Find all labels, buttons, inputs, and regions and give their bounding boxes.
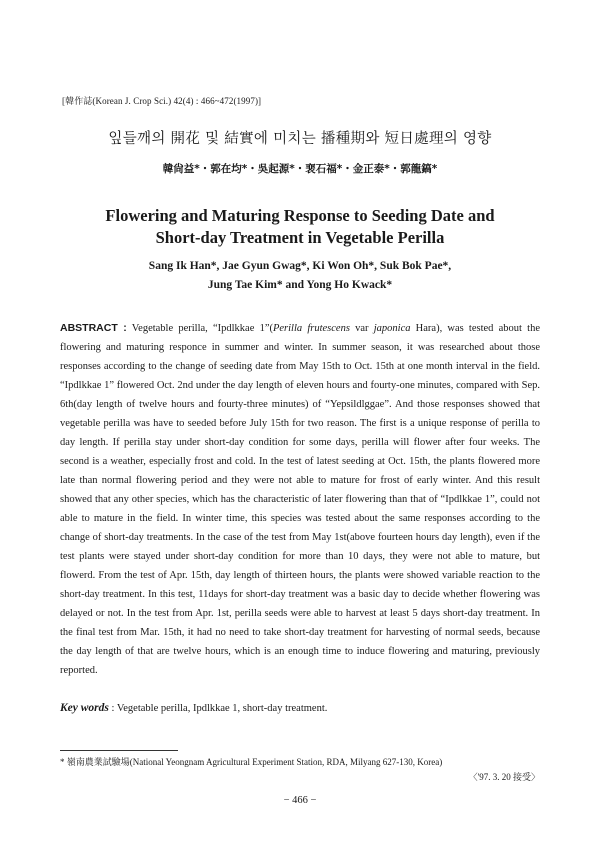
english-authors-line-1: Sang Ik Han*, Jae Gyun Gwag*, Ki Won Oh*, Suk Bok Pae*,: [148, 260, 452, 272]
abstract-label: ABSTRACT :: [60, 322, 127, 334]
keywords: [60, 702, 540, 714]
english-title-line-2: Short-day Treatment in Vegetable Perilla: [155, 228, 445, 247]
species-name: Perilla frutescens: [272, 323, 350, 334]
footnote-divider: [60, 750, 178, 751]
english-authors: [0, 257, 600, 295]
keywords-text: : Vegetable perilla, Ipdlkkae 1, short-day treatment.: [108, 703, 328, 714]
variety-name: japonica: [373, 323, 411, 334]
footnote-affiliation: * 嶺南農業試驗場(National Yeongnam Agricultural Experiment Station, RDA, Milyang 627-130, Korea): [60, 757, 443, 767]
page-number: − 466 −: [283, 795, 317, 806]
english-title-line-1: Flowering and Maturing Response to Seeding Date and: [105, 206, 495, 225]
english-authors-line-2: Jung Tae Kim* and Yong Ho Kwack*: [207, 279, 393, 291]
journal-reference: [韓作誌(Korean J. Crop Sci.) 42(4) : 466~472(1997)]: [62, 96, 262, 106]
abstract-text-3: Hara), was tested about the flowering and maturing responce in summer and winter. In summer season, it was researched about those responses according to the change of seeding date from May 15th to Oct. 15th at one month interval in the field. “Ipdlkkae 1” flowered Oct. 2nd under the day length of eleven hours and fourty-one minutes, compared with Sep. 6th(day length of twelve hours and fourty-three minutes) of “Yepsildlggae”. And those responses showed that vegetable perilla was have to seeded before July 15th for two reason. The first is a unique response of perilla to day length. If perilla stay under short-day condition for some days, perilla will flower after four weeks. The second is a weather, especially frost and cold. In the test of latest seeding at Oct. 15th, the plants flowered more late than normal flowering period and they were not able to mature for frost of early winter. And this result showed that any other species, which has the characteristic of later flowering than that of “Ipdlkkae 1”, could not able to mature in the field. In winter time, this species was tested about the same responses according to the change of short-day treatments. In the case of the test from May 1st(above fourteen hours day length), even if the test plants were stayed under short-day condition for more than 10 days, they were not able to mature, but flowerd. From the test of Apr. 15th, day length of thirteen hours, the plants were showed variable reaction to the short-day treatment. In this test, 11days for short-day treatment was a basic day to decide whether flowering was delayed or not. In the test from Apr. 1st, perilla seeds were able to harvest at least 5 days short-day treatment. In the final test from Mar. 15th, it had no need to take short-day treatment for harvesting of normal seeds, because the day length of that are twelve hours, which is an enough time to induce flowering and maturing, previously reported.: [60, 323, 540, 676]
korean-title: 잎들깨의 開花 및 結實에 미치는 播種期와 短日處理의 영향: [108, 131, 492, 147]
abstract-text-1: Vegetable perilla, “Ipdlkkae 1”(: [126, 323, 273, 334]
keywords-label: Key words: [60, 702, 109, 714]
english-title: [0, 205, 600, 249]
korean-authors: 韓尙益*・郭在均*・吳起源*・裵石福*・金正泰*・郭龍鎬*: [162, 163, 438, 175]
abstract-text-2: var: [349, 323, 374, 334]
received-date: 〈'97. 3. 20 接受〉: [468, 772, 540, 782]
abstract: [60, 319, 540, 680]
